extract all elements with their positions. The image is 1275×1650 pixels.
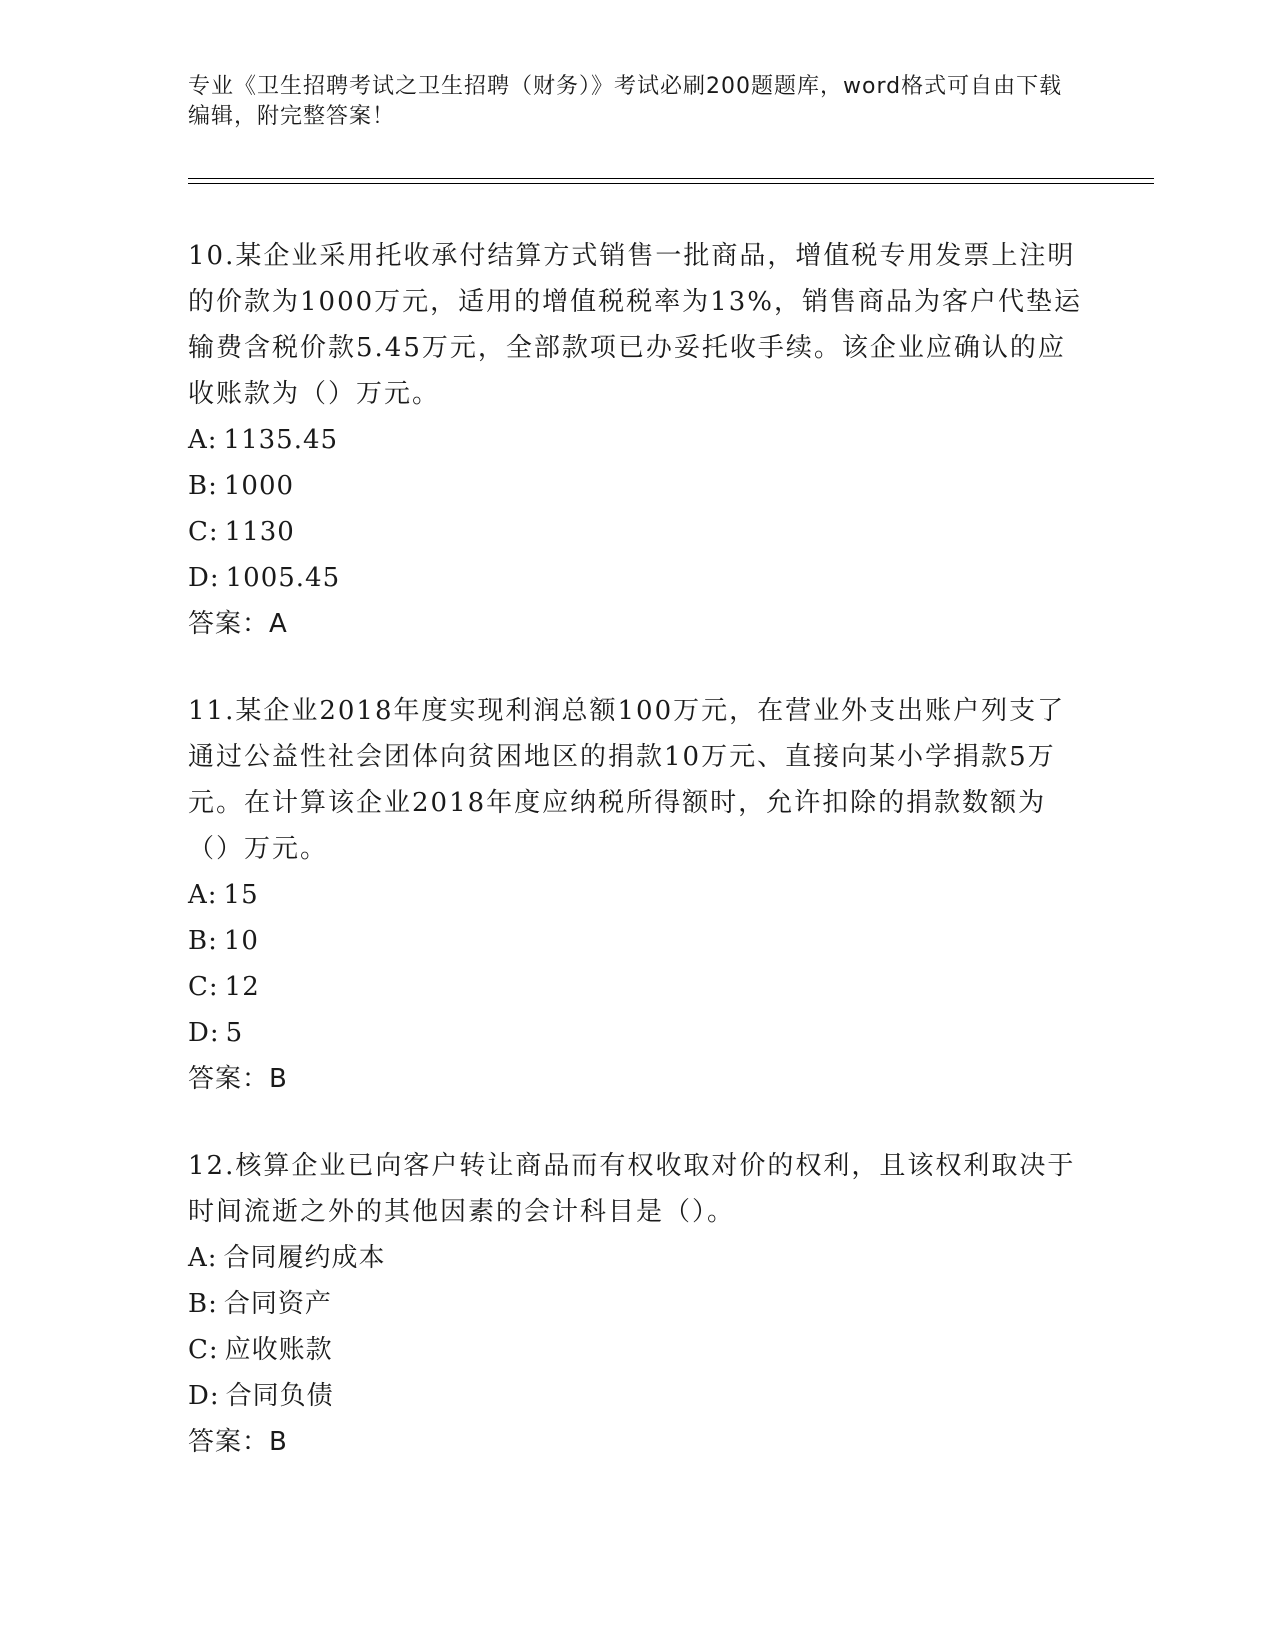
option-c [188,964,1088,1010]
option-letter: D: [188,563,220,593]
option-c [188,509,1088,555]
option-letter: A: [188,1243,218,1273]
option-d [188,1010,1088,1056]
header-divider-bottom [188,183,1154,184]
option-a [188,872,1088,918]
option-letter: D: [188,1381,220,1411]
option-text: 5 [225,1018,244,1048]
option-text: 1135.45 [223,425,339,455]
option-text: 15 [223,880,259,910]
option-letter: B: [188,471,218,501]
option-text: 合同负债 [225,1381,334,1411]
option-b [188,463,1088,509]
option-letter: A: [188,425,218,455]
option-letter: A: [188,880,218,910]
option-b [188,1281,1088,1327]
option-letter: C: [188,972,219,1002]
option-text: 合同资产 [223,1289,332,1319]
option-c [188,1327,1088,1373]
option-text: 应收账款 [224,1335,333,1365]
question-stem: 12.核算企业已向客户转让商品而有权收取对价的权利，且该权利取决于时间流逝之外的其他因素的会计科目是（）。 [188,1151,1076,1227]
option-d [188,555,1088,601]
answer-line: 答案：B [188,1427,288,1457]
option-d [188,1373,1088,1419]
option-b [188,918,1088,964]
question-10 [188,233,1088,647]
question-12 [188,1143,1088,1465]
option-letter: B: [188,926,218,956]
option-text: 10 [223,926,259,956]
option-text: 1130 [224,517,295,547]
option-text: 1000 [223,471,295,501]
option-a [188,417,1088,463]
option-letter: D: [188,1018,220,1048]
answer-line: 答案：B [188,1064,288,1094]
option-a [188,1235,1088,1281]
question-stem: 10.某企业采用托收承付结算方式销售一批商品，增值税专用发票上注明的价款为1000万元，适用的增值税税率为13%，销售商品为客户代垫运输费含税价款5.45万元，全部款项已办妥托收手续。该企业应确认的应收账款为（）万元。 [188,241,1082,409]
option-text: 合同履约成本 [223,1243,386,1273]
header-divider-top [188,178,1154,179]
question-11 [188,688,1088,1102]
option-letter: C: [188,1335,219,1365]
option-letter: C: [188,517,219,547]
option-letter: B: [188,1289,218,1319]
option-text: 12 [224,972,260,1002]
question-stem: 11.某企业2018年度实现利润总额100万元，在营业外支出账户列支了通过公益性社会团体向贫困地区的捐款10万元、直接向某小学捐款5万元。在计算该企业2018年度应纳税所得额时，允许扣除的捐款数额为（）万元。 [188,696,1066,864]
answer-line: 答案：A [188,609,288,639]
option-text: 1005.45 [225,563,341,593]
document-header: 专业《卫生招聘考试之卫生招聘（财务）》考试必刷200题题库，word格式可自由下载编辑，附完整答案！ [188,74,1063,129]
